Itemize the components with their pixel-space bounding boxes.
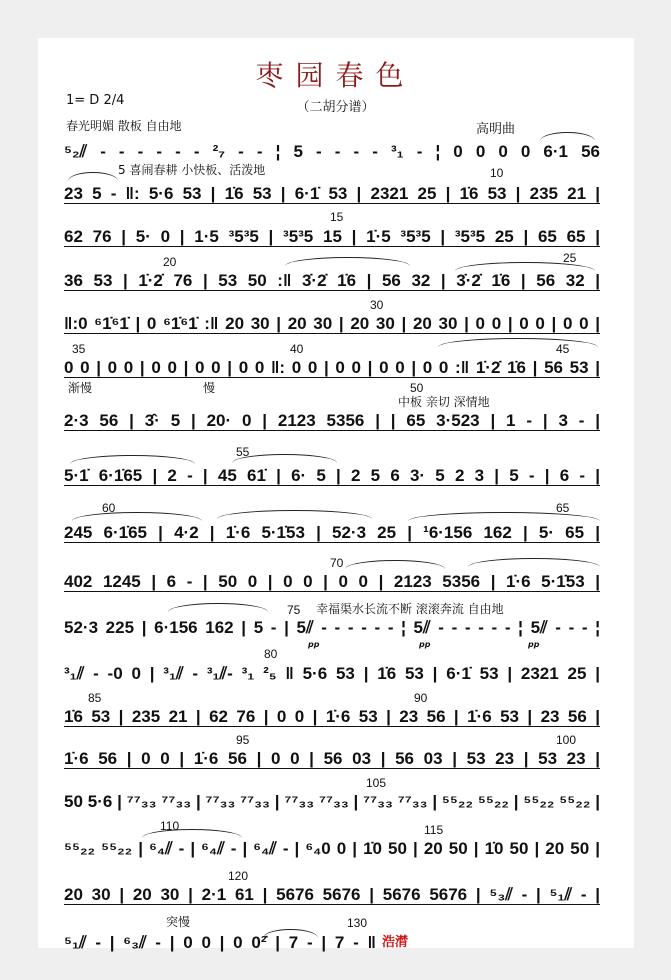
- tempo-annotation: 中板 亲切 深情地: [398, 395, 490, 409]
- notation-row: 245 6·1̇65 | 4·2 | 1̇·6 5·1̇53 | 52·3 25 | ¹6·156 162 | 5· 65 |: [64, 523, 600, 542]
- tempo-annotation: 渐慢: [68, 381, 93, 395]
- notation-row: 1̇·6 56 | 0 0 | 1̇·6 56 | 0 0 | 56 03 | 56 03 | 53 23 | 53 23 |: [64, 749, 600, 768]
- score-subtitle: （二胡分谱）: [296, 100, 375, 115]
- measure-number: 55: [236, 445, 250, 459]
- tempo-annotation: 幸福渠水长流不断 滚滚奔流 自由地: [316, 602, 504, 616]
- measure-number: 130: [347, 916, 368, 930]
- measure-number: 100: [556, 733, 577, 747]
- notation-row: 62 76 | 5· 0 | 1·5 ³5³5 | ³5³5 15 | 1̇·5 ³5³5 | ³5³5 25 | 65 65 |: [64, 227, 600, 246]
- measure-number: 10: [490, 166, 504, 180]
- measure-number: 110: [160, 819, 180, 833]
- measure-number: 95: [236, 733, 250, 747]
- dynamic-mark: pp: [308, 640, 320, 649]
- notation-row: 1̇6 53 | 235 21 | 62 76 | 0 0 | 1̇·6 53 | 23 56 | 1̇·6 53 | 23 56 |: [64, 707, 600, 726]
- notation-row: 52·3 225 | 6·156 162 | 5 - | 5⫽ - - - - - - ¦ 5⫽ - - - - - - ¦ 5⫽ - - - ¦: [64, 618, 600, 637]
- dynamic-mark: pp: [419, 640, 431, 649]
- tempo-annotation: 5 喜闹春耕 小快板、活泼地: [118, 163, 266, 177]
- tempo-annotation: 慢: [203, 381, 216, 395]
- notation-row: ‖:0 ⁶1̇⁶1̇ | 0 ⁶1̇⁶1̇ :‖ 20 30 | 20 30 | 20 30 | 20 30 | 0 0 | 0 0 | 0 0 |: [64, 314, 600, 333]
- measure-number: 80: [264, 647, 278, 661]
- measure-number: 115: [424, 823, 444, 837]
- notation-row: 2·3 56 | 3̂· 5 | 20· 0 | 2123 5356 | | 65 3·523 | 1 - | 3 - |: [64, 411, 600, 430]
- measure-number: 15: [330, 210, 344, 224]
- measure-number: 75: [287, 603, 301, 617]
- notation-row: ⁵⁵₂₂ ⁵⁵₂₂ | ⁶₄⫽ - | ⁶₄⫽ - | ⁶₄⫽ - | ⁶₄0 0 | 1̇0 50 | 20 50 | 1̇0 50 | 20 50 |: [64, 839, 600, 858]
- measure-number: 60: [102, 501, 116, 515]
- composer: 高明曲: [476, 122, 516, 137]
- score-title: 枣园春色: [255, 59, 416, 92]
- notation-row: 5·1̇ 6·1̇65 | 2 - | 45 61̇ | 6· 5 | 2 5 6 3· 5 2 3 | 5 - | 6 - |: [64, 466, 600, 485]
- notation-row: ³₁⫽ - -0 0 | ³₁⫽ - ³₁⫽- ³₁ ²₅ ‖ 5·6 53 | 1̇6 53 | 6·1̇ 53 | 2321 25 |: [64, 664, 600, 683]
- measure-number: 20: [163, 255, 177, 269]
- dynamic-mark: pp: [528, 640, 540, 649]
- tempo-annotation: 春光明媚 散板 自由地: [66, 119, 182, 133]
- measure-number: 65: [556, 501, 570, 515]
- measure-number: 35: [72, 342, 86, 356]
- measure-number: 45: [556, 342, 570, 356]
- watermark-text: 浩潸: [382, 935, 409, 950]
- measure-number: 105: [366, 776, 387, 790]
- notation-row: 0 0 | 0 0 | 0 0 | 0 0 | 0 0 ‖: 0 0 | 0 0 | 0 0 | 0 0 :‖ 1̇·2̇ 1̇6 | 56 53 |: [64, 358, 600, 377]
- notation-row: 50 5·6 | ⁷⁷₃₃ ⁷⁷₃₃ | ⁷⁷₃₃ ⁷⁷₃₃ | ⁷⁷₃₃ ⁷⁷₃₃ | ⁷⁷₃₃ ⁷⁷₃₃ | ⁵⁵₂₂ ⁵⁵₂₂ | ⁵⁵₂₂ ⁵⁵₂₂ |: [64, 792, 600, 811]
- measure-number: 50: [410, 381, 424, 395]
- notation-row: 23 5 - ‖: 5·6 53 | 1̇6 53 | 6·1̇ 53 | 2321 25 | 1̇6 53 | 235 21 |: [64, 184, 600, 203]
- notation-row: 20 30 | 20 30 | 2·1 61 | 5676 5676 | 5676 5676 | ⁵₃⫽ - | ⁵₁⫽ - |: [64, 885, 600, 904]
- measure-number: 70: [330, 556, 344, 570]
- measure-number: 85: [88, 691, 102, 705]
- measure-number: 40: [290, 342, 304, 356]
- key-signature: 1= D 2/4: [66, 93, 125, 108]
- tempo-annotation: 突慢: [166, 915, 191, 929]
- measure-number: 90: [414, 691, 428, 705]
- measure-number: 25: [563, 251, 577, 265]
- notation-row: 36 53 | 1̇·2̇ 76 | 53 50 :‖ 3̇·2̇ 1̇6 | 56 32 | 3̇·2̇ 1̇6 | 56 32 |: [64, 271, 600, 290]
- notation-row: ⁵₁⫽ - | ⁶₃⫽ - | 0 0 | 0 0²̇ | 7 - | 7 - ‖: [64, 933, 376, 952]
- measure-number: 30: [370, 298, 384, 312]
- measure-number: 120: [228, 869, 249, 883]
- notation-row: ⁵₂⫽ - - - - - - ²₇ - - ¦ 5 - - - - ³₁ - ¦ 0 0 0 0 6·1 56: [64, 142, 600, 161]
- notation-row: 402 1245 | 6 - | 50 0 | 0 0 | 0 0 | 2123 5356 | 1̇·6 5·1̇53 |: [64, 572, 600, 591]
